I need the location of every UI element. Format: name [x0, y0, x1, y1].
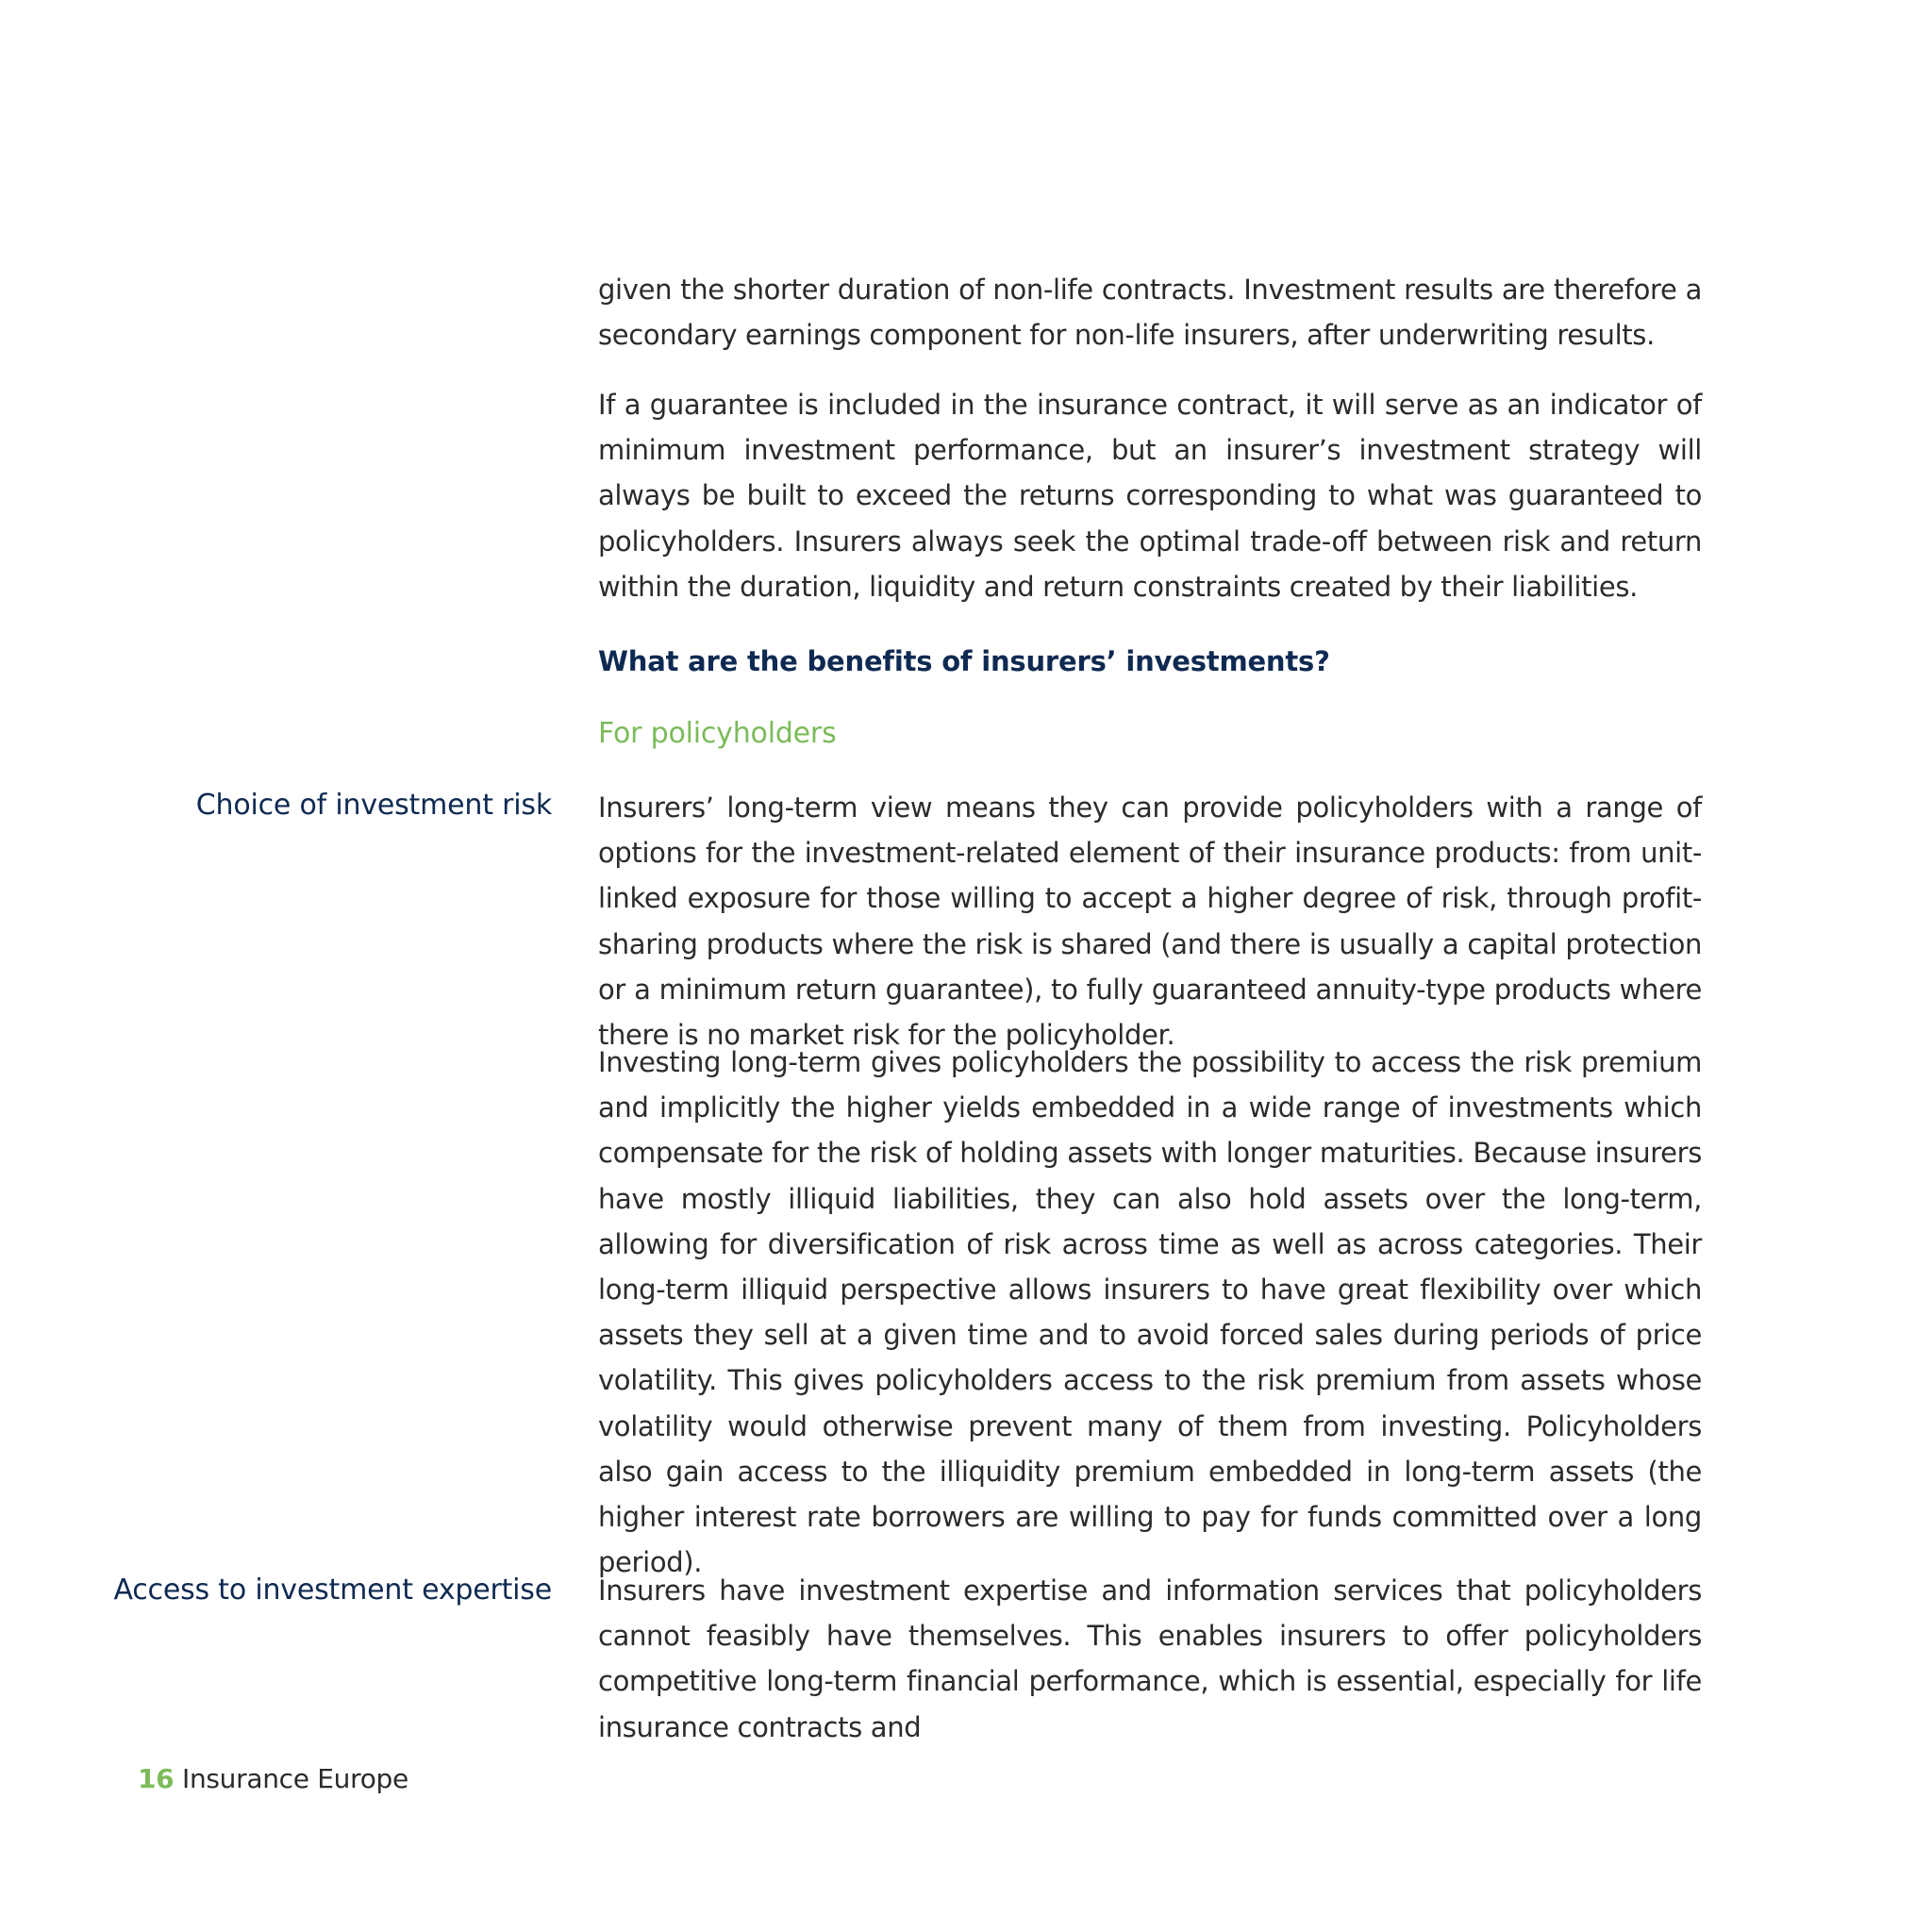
- choice-paragraph: [598, 785, 1702, 1058]
- long-term-paragraph: [598, 1040, 1702, 1585]
- section-heading: [598, 639, 1702, 684]
- intro-paragraph-1: [598, 267, 1702, 358]
- paragraph-text: Insurers have investment expertise and information services that policyholders cannot feasibly have themselves. This enables insurers to offer policyholders competitive long-term financial performance, which is essential, especially for life insurance contracts and: [598, 1574, 1702, 1743]
- page-footer: [138, 1757, 408, 1802]
- section-subheading-text: For policyholders: [598, 717, 837, 750]
- paragraph-text: Insurers’ long-term view means they can provide policyholders with a range of options for the investment-related element of their insurance products: from unit-linked exposure for those willing to accept a higher degree of risk, through profit-sharing products where the risk is shared (and there is usually a capital protection or a minimum return guarantee), to fully guaranteed annuity-type products where there is no market risk for the policyholder.: [598, 791, 1702, 1052]
- paragraph-text: If a guarantee is included in the insurance contract, it will serve as an indicator of minimum investment performance, but an insurer’s investment strategy will always be built to exceed the returns corresponding to what was guaranteed to policyholders. Insurers always seek the optimal trade-off between risk and return within the duration, liquidity and return constraints created by their liabilities.: [598, 389, 1702, 603]
- publisher-name: Insurance Europe: [181, 1763, 408, 1794]
- page-number: 16: [138, 1763, 175, 1794]
- paragraph-text: Investing long-term gives policyholders the possibility to access the risk premium and implicitly the higher yields embedded in a wide range of investments which compensate for the risk of holding assets with longer maturities. Because insurers have mostly illiquid liabilities, they can also hold assets over the long-term, allowing for diversification of risk across time as well as across categories. Their long-term illiquid perspective allows insurers to have great flexibility over which assets they sell at a given time and to avoid forced sales during periods of price volatility. This gives policyholders access to the risk premium from assets whose volatility would otherwise prevent many of them from investing. Policyholders also gain access to the illiquidity premium embedded in long-term assets (the higher interest rate borrowers are willing to pay for funds committed over a long period).: [598, 1046, 1702, 1579]
- paragraph-text: given the shorter duration of non-life contracts. Investment results are therefore a secondary earnings component for non-life insurers, after underwriting results.: [598, 274, 1702, 352]
- intro-paragraph-2: [598, 382, 1702, 609]
- side-label-access-to-investment-expertise: Access to investment expertise: [113, 1574, 552, 1607]
- section-subheading: [598, 711, 1702, 757]
- expertise-paragraph: [598, 1568, 1702, 1750]
- section-heading-text: What are the benefits of insurers’ investments?: [598, 645, 1330, 677]
- side-label-choice-of-investment-risk: Choice of investment risk: [195, 789, 552, 822]
